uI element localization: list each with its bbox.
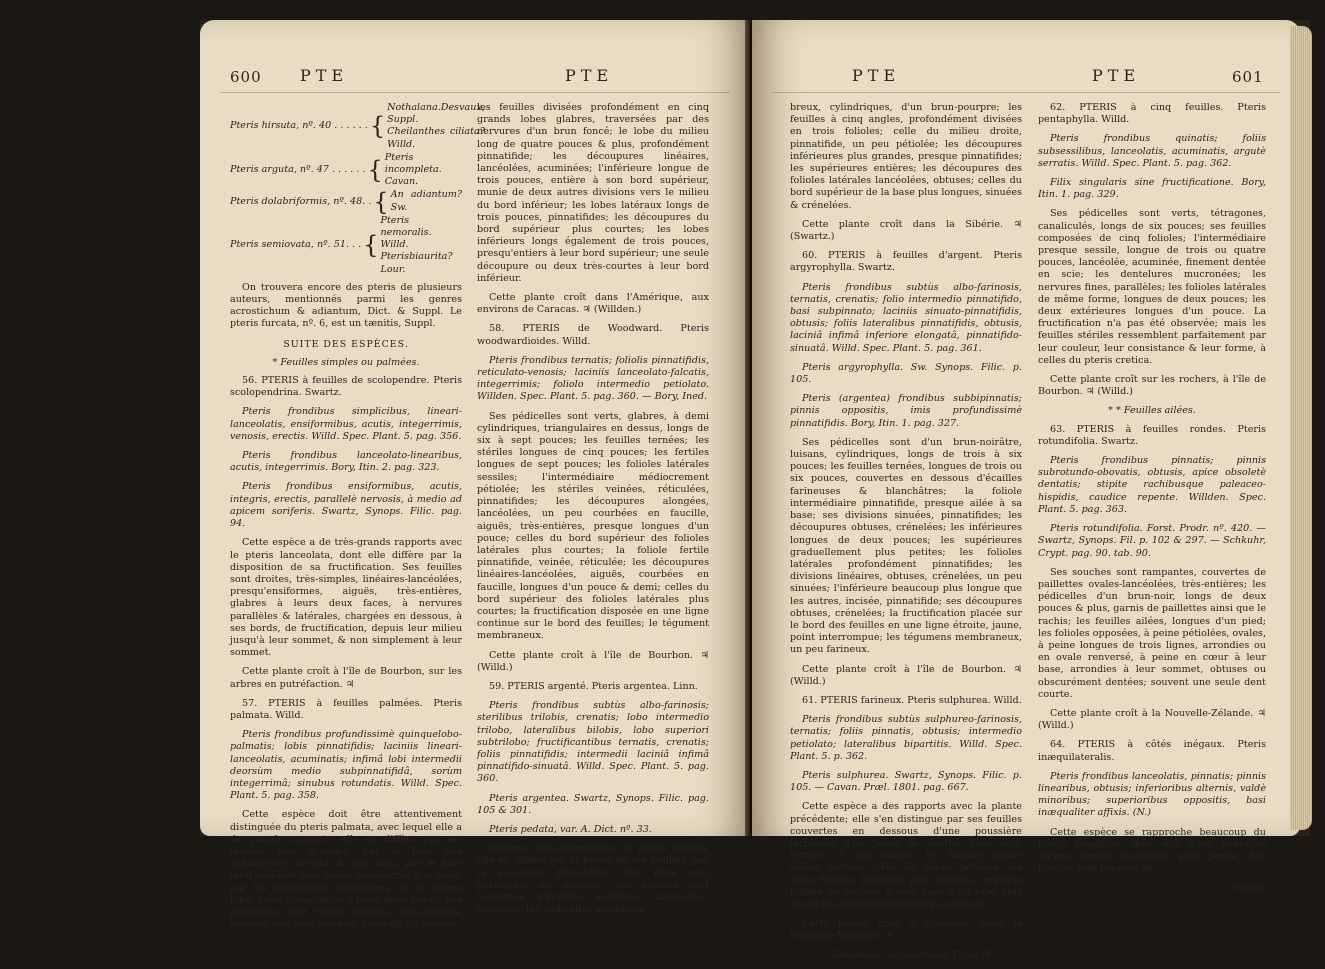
latin-diagnosis: Pteris frondibus subtùs albo-farinosis, ternatis, crenatis; folio intermedio pinnatifido, basi subpinnato; laciniis sinuato-pinnatifidis, obtusis; foliis lateralibus pinnatifidis, obtusis, laciniâ infimâ inferiore elongatâ, pinnatifido-sinuatâ. Willd. Spec. Plant. 5. pag. 361. (790, 281, 1022, 354)
latin-diagnosis: Pteris frondibus lanceolato-linearibus, acutis, integerrimis. Bory, Itin. 2. pag. 323. (230, 450, 462, 474)
description: Ses pédicelles sont verts, glabres, à demi cylindriques, triangulaires en dessus, longs de six à sept pouces; les feuilles ternées; les stériles longues de cinq pouces; les fertiles longues de sept pouces; les folioles latérales sessiles; l'intermédiaire médiocrement pétiolée; les stériles veinées, réticulées, pinnatifides; les découpures alongées, lancéolées, un peu courbées en faucille, aiguës, très-entières, presque longues d'un pouce; celles du bord supérieur des folioles latérales plus courtes; la foliole fertile pinnatifide, veinée, réticulée; les découpures linéaires-lancéolées, aiguës, courbées en faucille, longues d'un pouce & demi; celles du bord supérieur des folioles latérales plus courtes; la fructification disposée en une ligne continue sur le bord des feuilles; le tégument membraneux. (477, 410, 709, 642)
latin-diagnosis: Pteris frondibus lanceolatis, pinnatis; pinnis linearibus, obtusis; inferioribus alternis, valdè minoribus; superioribus oppositis, basi inæqualiter affixis. (N.) (1038, 770, 1266, 819)
habitat: Cette plante croît à Cimapan, dans la Nouvelle-Espagne. ♃ (790, 918, 1022, 942)
page-footer: Botanique. Supplément. Tome IV. (832, 949, 994, 961)
description: Cette espèce se rapproche beaucoup du pteris longifolia, dont elle n'est peut-être qu'une variété beaucoup plus petite. Ses feuilles sont longues de (1038, 826, 1266, 875)
description: Ses pédicelles sont d'un brun-noirâtre, luisans, cylindriques, longs de trois à six pouces; les feuilles ternées, longues de trois ou six pouces, couvertes en dessous d'écailles farineuses & blanchâtres; la foliole intermédiaire pinnatifide, presque ailée à sa base; ses divisions sinuées, pinnatifides; les découpures obtuses, crénelées; les inférieures longues de deux pouces; les supérieures graduellement plus petites; les folioles latérales profondément pinnatifides; les divisions linéaires, obtuses, crénelées, un peu sinuées; l'inférieure beaucoup plus longue que les autres, incisée, pinnatifide; ses découpures obtuses, crénelées; la fructification placée sur le bord des feuilles en une ligne étroite, jaune, point interrompue; les tégumens membraneux, un peu farineux. (790, 436, 1022, 656)
synonym: Pteris sulphurea. Swartz, Synops. Filic. p. 105. — Cavan. Præl. 1801. pag. 667. (790, 769, 1022, 794)
synonym: Pteris (argentea) frondibus subbipinnatis; pinnis oppositis, imis profundissimè pinnatifidis. Bory, Itin. 1. pag. 327. (790, 393, 1022, 429)
paragraph: On trouvera encore des pteris de plusieurs auteurs, mentionnés parmi les genres acrostichum & adiantum, Dict. & Suppl. Le pteris furcata, nº. 6, est un tænitis, Suppl. (230, 281, 462, 330)
brace: { (369, 112, 386, 141)
synonym: Pteris argentea. Swartz, Synops. Filic. pag. 105 & 301. (477, 792, 709, 816)
species-entry: 56. PTERIS à feuilles de scolopendre. Pteris scolopendrina. Swartz. (230, 375, 462, 399)
page-number: 601 (1232, 68, 1264, 86)
page-edges (1290, 26, 1312, 830)
synonym: Pteris argyrophylla. Sw. Synops. Filic. p. 105. (790, 361, 1022, 386)
latin-diagnosis: Pteris frondibus ensiformibus, acutis, integris, erectis, parallelè nervosis, à medio ad apicem soriferis. Swartz, Synops. Filic. pag. 94. (230, 481, 462, 530)
latin-diagnosis: Pteris frondibus subtùs albo-farinosis; sterilibus trilobis, crenatis; lobo intermedio trilobo, lateralibus bilobis, lobo superiori subtrilobo; fructificantibus ternatis, crenatis; foliis pinnatifidis; intermedii laciniâ infimâ pinnatifido-sinuatâ. Willd. Spec. Plant. 5. pag. 360. (477, 700, 709, 785)
description: breux, cylindriques, d'un brun-pourpre; les feuilles à cinq angles, profondément divisées en trois folioles; celle du milieu droite, pinnatifide, un peu pétiolée; les découpures inférieures plus grandes, presque pinnatifides; les supérieures entières; les découpures des folioles latérales lancéolées, obtuses; celles du bord supérieur de la base plus longues, sinuées & crénelées. (790, 102, 1023, 211)
subsection-heading: * Feuilles simples ou palmées. (272, 356, 420, 368)
section-heading: SUITE DES ESPÈCES. (283, 338, 409, 350)
latin-diagnosis: Pteris frondibus simplicibus, lineari-lanceolatis, ensiformibus, acutis, integerrimis, venosis, erectis. Willd. Spec. Plant. 5. pag. 356. (230, 406, 462, 442)
species-entry: 59. PTERIS argenté. Pteris argentea. Linn. (489, 680, 698, 692)
brace: { (367, 156, 383, 185)
page-number: 600 (230, 68, 262, 86)
species-entry: 58. PTERIS de Woodward. Pteris woodwardioides. Willd. (477, 323, 709, 347)
running-head: PTE (565, 66, 614, 85)
head-rule (772, 92, 1280, 93)
latin-diagnosis: Pteris frondibus profundissimè quinquelobo-palmatis; lobis pinnatifidis; laciniis lineari-lanceolatis, acuminatis; infimâ lobi intermedii deorsùm medio subpinnatifidâ, sorùm integerrimâ; sinubus rotundatis. Willd. Spec. Plant. 5. pag. 358. (230, 729, 462, 802)
description: Cette espèce a des rapports avec la plante précédente; elle s'en distingue par ses feuilles couvertes en dessous d'une poussière farineuse d'un jaune de soufre. Elles sont ternées, à cinq angles; les folioles toutes ailées, obtuses; celle du milieu pétiolée; les deux folioles latérales plus courtes, presque bifides ou munies à leur base d'un lobe plus court; les découpures linéaires, obtuses. (790, 801, 1022, 910)
latin-diagnosis: Pteris frondibus subtùs sulphureo-farinosis, ternatis; foliis pinnatis, obtusis; intermedio petiolato; lateralibus bipartitis. Willd. Spec. Plant. 5. p. 362. (790, 714, 1022, 762)
right-page (752, 20, 1300, 961)
synonym-row: Pteris arguta, nº. 47 . . . . . . { Pteris incompleta. Cavan. (230, 151, 442, 188)
species-entry: 57. PTERIS à feuilles palmées. Pteris palmata. Willd. (230, 697, 462, 721)
latin-diagnosis: Pteris frondibus pinnatis; pinnis subrotundo-obovatis, obtusis, apice obsoletè dentatis; stipite rachibusque paleaceo-hispidis, caudice repente. Willden. Spec. Plant. 5. pag. 363. (1038, 455, 1266, 515)
running-head: PTE (852, 66, 901, 85)
description: Quoique très-rapprochée du pteris pedata, elle en diffère par la forme de ses feuilles, par la poussière blanchâtre dont elles sont parsemées en dessous. Ses racines sont couvertes d'écailles noirâtres, lancéolées, subulées; les pédicelles nombreux, (477, 843, 709, 916)
synonym-row: Pteris hirsuta, nº. 40 . . . . . . { Nothalana.Desvaux, Suppl. Cheilanthes ciliata? Willd. (230, 102, 485, 150)
column-1 (230, 102, 485, 938)
species-entry: 60. PTERIS à feuilles d'argent. Pteris argyrophylla. Swartz. (790, 250, 1022, 274)
synonym: Filix singularis sine fructificatione. Bory, Itin. 1. pag. 329. (1038, 177, 1266, 201)
column-2 (1038, 102, 1266, 902)
synonym-row: Pteris semiovata, nº. 51. . . { Pteris nemoralis. Willd. Pterisbiaurita? Lour. (230, 214, 453, 275)
subsection-heading: * * Feuilles ailées. (1108, 405, 1196, 417)
running-head: PTE (1092, 66, 1141, 85)
description: les feuilles divisées profondément en cinq grands lobes glabres, traversées par des nervures d'un brun foncé; le lobe du milieu long de quatre pouces & plus, profondément pinnatifide; les découpures linéaires, lancéolées, acuminées; l'inférieure longue de trois pouces, entière à son bord supérieur, munie de deux autres divisions vers le milieu du bord inférieur; les lobes latéraux longs de trois pouces, pinnatifides; les découpures du bord supérieur plus courtes; les lobes inférieurs longs également de trois pouces, presqu'entiers à leur bord supérieur; une seule découpure ou deux très-courtes à leur bord inférieur. (477, 102, 709, 284)
brace: { (373, 187, 389, 216)
description: Ses souches sont rampantes, couvertes de paillettes ovales-lancéolées, très-entières; les pédicelles d'un brun-noir, longs de deux pouces & plus, garnis de paillettes ainsi que le rachis; les feuilles ailées, longues d'un pied; les folioles opposées, à peine pétiolées, ovales, à peine longues de trois lignes, arrondies ou en ovale renversé, à peine en cœur à leur base, arrondies à leur sommet, obtuses ou obscurément dentées; souvent une seule dent courte. (1038, 566, 1266, 700)
description: Cette espèce doit être attentivement distinguée du pteris palmata, avec lequel elle a de grands rapports; elle en diffère par ses feuilles plus grandes, par le fond des échancrures arrondi & non aigu, par le lobe intermédiaire bien moins cunéiforme à sa base, par les découpures inférieures de ce même lobe, point pinnatifides à leurs deux bords. Ses pédicelles sont bruns, luisans, très-glabres, excepté vers leur sommet, longs de six pouces; (230, 809, 462, 931)
habitat: Cette plante croît dans l'Amérique, aux environs de Caracas. ♃ (Willden.) (477, 292, 709, 316)
description: Cette espèce a de très-grands rapports avec le pteris lanceolata, dont elle diffère par la disposition de sa fructification. Ses feuilles sont droites, très-simples, linéaires-lancéolées, presqu'ensiformes, aiguës, très-entières, glabres à leurs deux faces, à nervures parallèles & latérales, chargées en dessous, à ses bords, de fructification, depuis leur milieu jusqu'à leur sommet, & non simplement à leur sommet. (230, 537, 462, 659)
synonym: Pteris pedata, var. A. Dict. nº. 33. (489, 823, 652, 835)
species-entry: 63. PTERIS à feuilles rondes. Pteris rotundifolia. Swartz. (1038, 423, 1266, 447)
running-head: PTE (300, 66, 349, 85)
head-rule (220, 92, 730, 93)
habitat: Cette plante croît à la Nouvelle-Zélande. ♃ (Willd.) (1038, 707, 1266, 732)
habitat: Cette plante croît à l'île de Bourbon. ♃ (Willd.) (477, 649, 709, 673)
species-entry: 61. PTERIS farineux. Pteris sulphurea. Willd. (802, 694, 1022, 706)
species-entry: 64. PTERIS à côtés inégaux. Pteris inæquilateralis. (1038, 739, 1266, 763)
open-book (200, 20, 1310, 961)
left-page (200, 20, 750, 931)
habitat: Cette plante croît dans la Sibérie. ♃ (Swartz.) (790, 218, 1022, 243)
latin-diagnosis: Pteris frondibus ternatis; foliolis pinnatifidis, reticulato-venosis; laciniis lanceolato-falcatis, integerrimis; foliolo intermedio petiolato. Willden. Spec. Plant. 5. pag. 360. — Bory, Ined. (477, 354, 709, 403)
habitat: Cette plante croît à l'île de Bourbon, sur les arbres en putréfaction. ♃ (230, 666, 462, 690)
catchword: Gggg (1231, 882, 1266, 894)
latin-diagnosis: Pteris frondibus quinatis; foliis subsessilibus, lanceolatis, acuminatis, argutè serratis. Willd. Spec. Plant. 5. pag. 362. (1038, 133, 1266, 169)
column-1 (790, 102, 1022, 969)
synonym-row: Pteris dolabriformis, nº. 48. . { An adiantum? Sw. (230, 187, 462, 216)
description: Ses pédicelles sont verts, tétragones, canaliculés, longs de six pouces; ses feuilles composées de cinq folioles; l'intermédiaire presque sessile, longue de trois ou quatre pouces, lancéolée, acuminée, finement dentée en scie; les dentelures mucronées; les nervures fines, parallèles; les folioles latérales de même forme, longues de deux pouces; les deux extérieures longues d'un pouce. La fructification n'a pas été observée; mais les feuilles stériles ressemblent parfaitement par leur couleur, leur consistance & leur forme, à celles du pteris cretica. (1038, 208, 1266, 366)
habitat: Cette plante croît à l'île de Bourbon. ♃ (Willd.) (790, 663, 1022, 687)
habitat: Cette plante croît sur les rochers, à l'île de Bourbon. ♃ (Willd.) (1038, 374, 1266, 398)
species-entry: 62. PTERIS à cinq feuilles. Pteris pentaphylla. Willd. (1038, 102, 1266, 126)
column-2 (477, 102, 709, 923)
brace: { (363, 231, 379, 260)
synonym: Pteris rotundifolia. Forst. Prodr. nº. 420. — Swartz, Synops. Fil. p. 102 & 297. — Schkuhr, Crypt. pag. 90. tab. 90. (1038, 523, 1266, 559)
